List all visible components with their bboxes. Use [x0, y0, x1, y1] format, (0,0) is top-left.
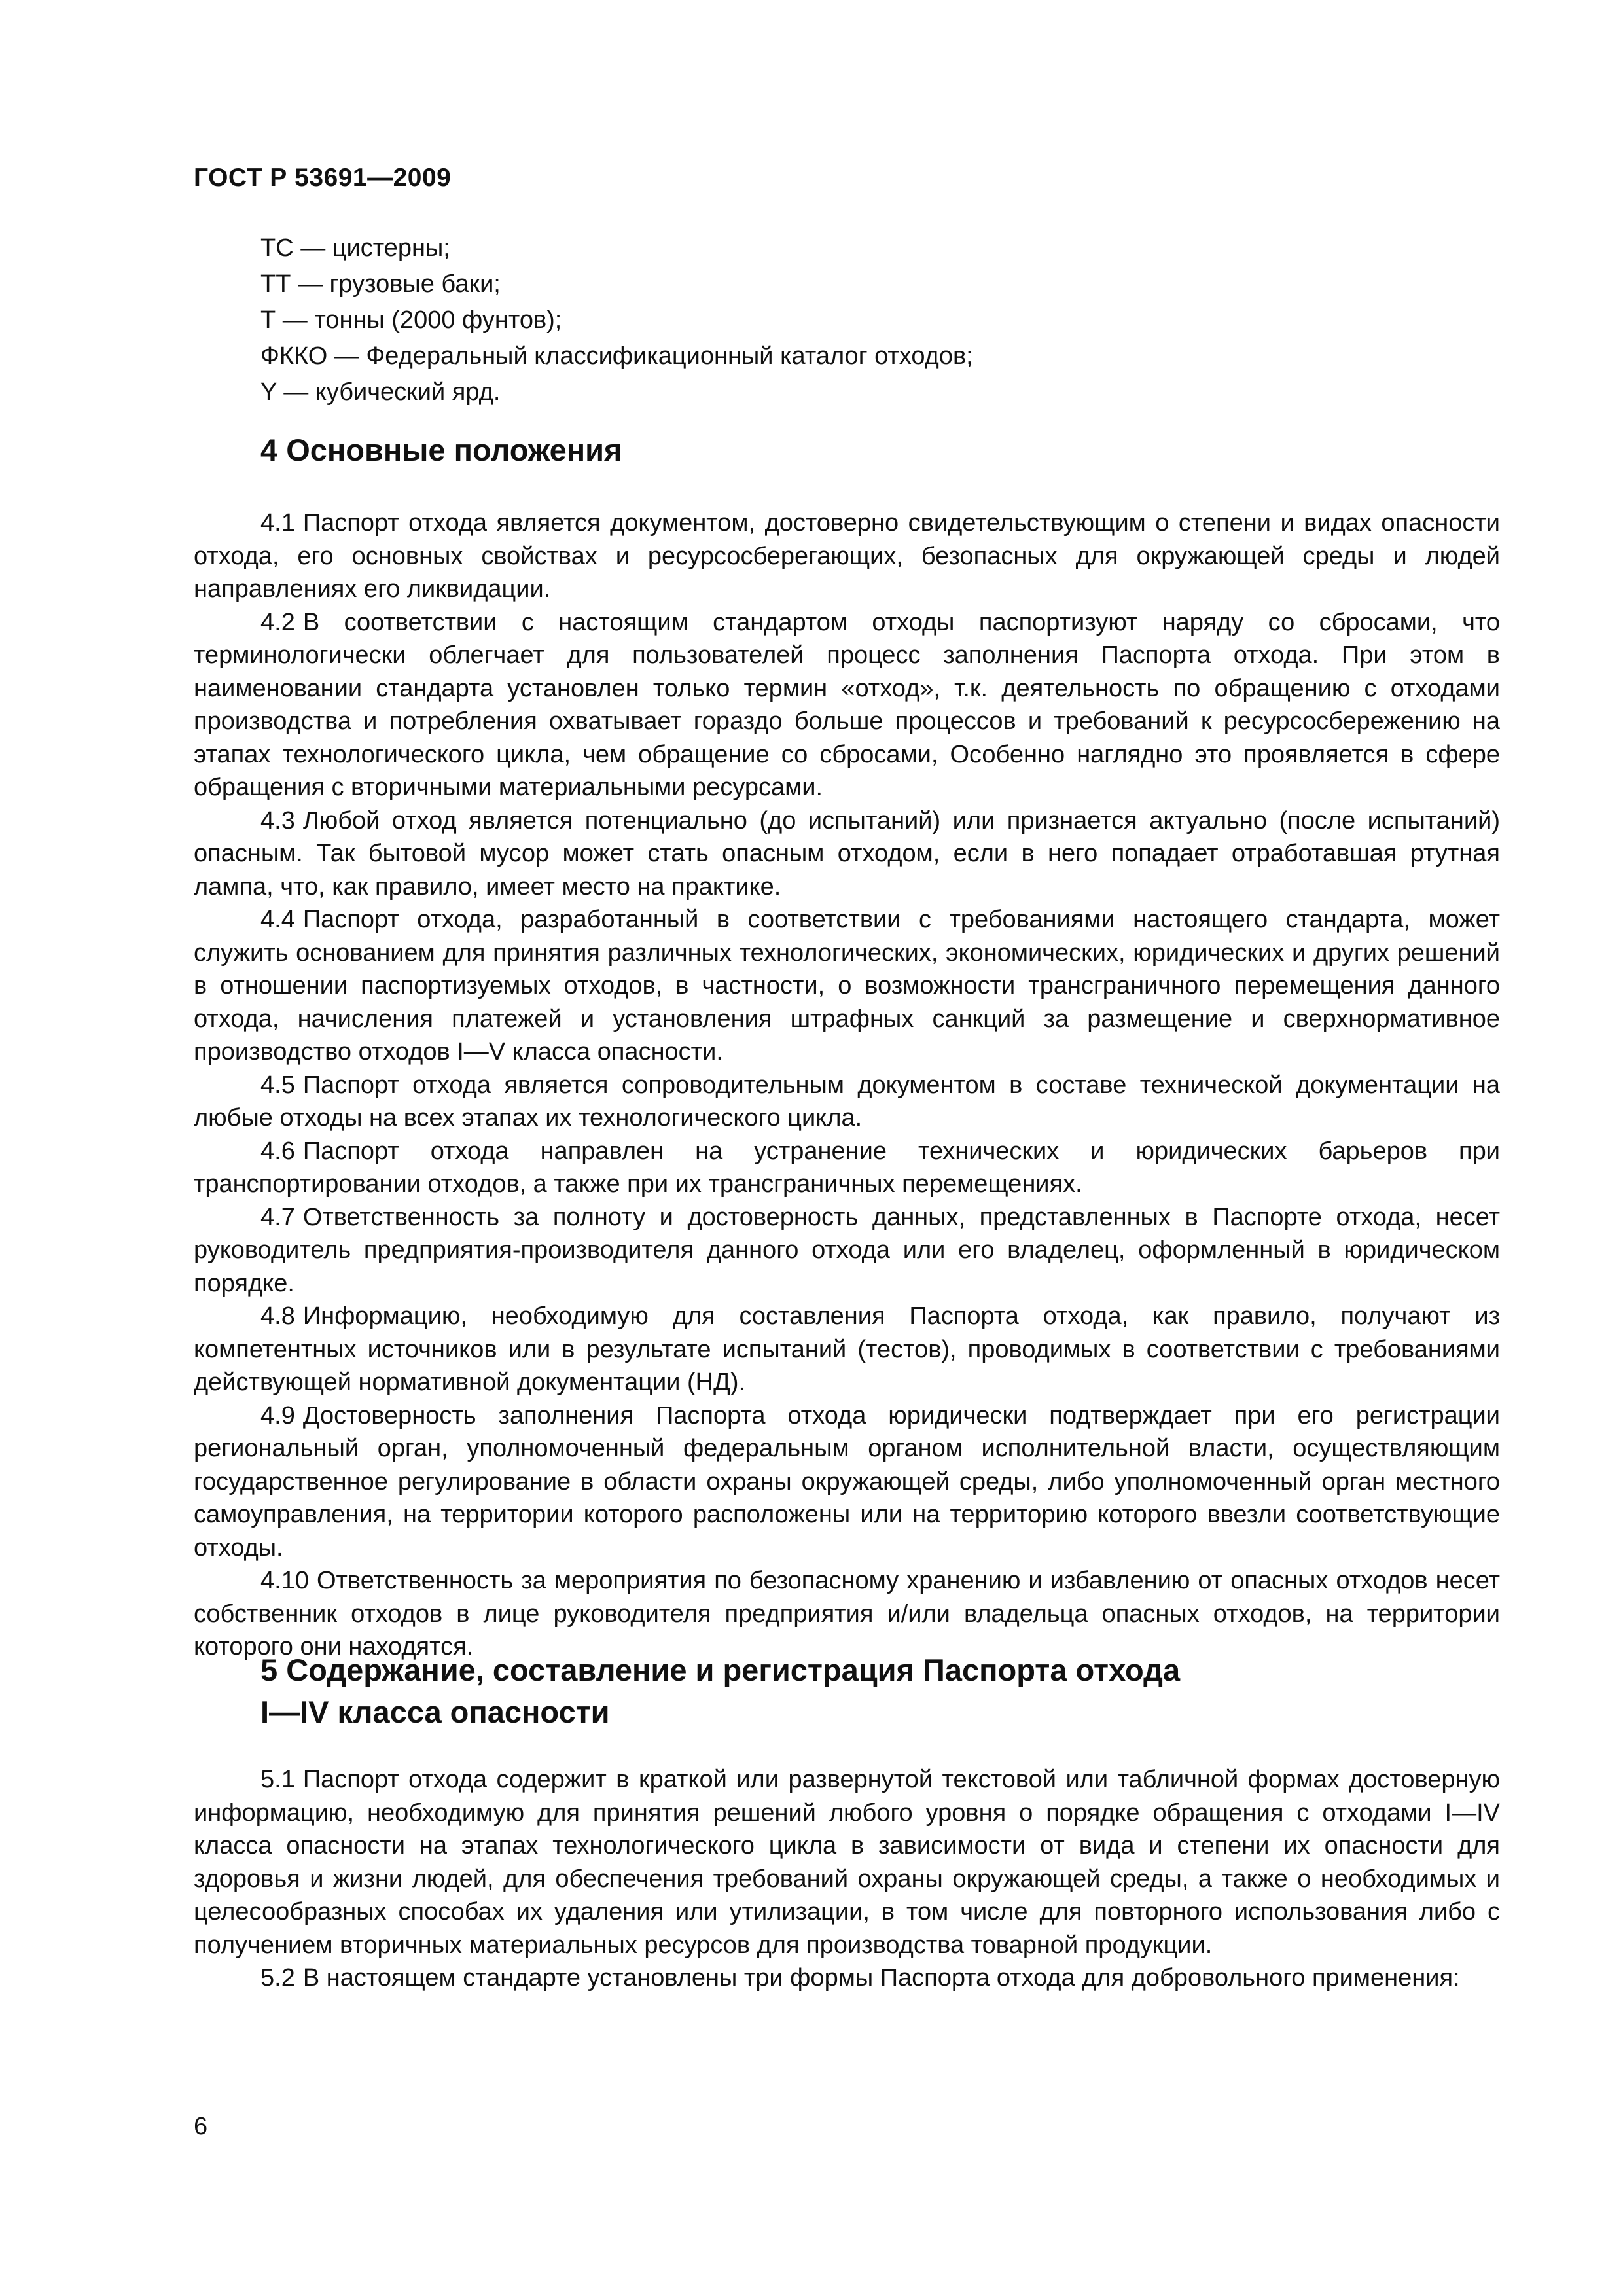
- paragraph-number: 4.2: [260, 608, 295, 636]
- standard-header: ГОСТ Р 53691—2009: [194, 164, 452, 192]
- paragraph-number: 4.3: [260, 806, 295, 834]
- paragraph-text: Паспорт отхода содержит в краткой или развернутой текстовой или табличной формах достоверную информацию, необходимую для принятия решений любого уровня о порядке обращения с отходами I—IV класса опасности на этапах технологического цикла в зависимости от вида и степени их опасности для здоровья и жизни людей, для обеспечения требований охраны окружающей среды, а также о необходимых и целесообразных способах их удаления или утилизации, в том числе для повторного использования либо с получением вторичных материальных ресурсов для производства товарной продукции.: [194, 1766, 1500, 1959]
- paragraph-number: 4.8: [260, 1302, 295, 1330]
- paragraph-number: 4.4: [260, 906, 295, 933]
- section-5-title-line-1: 5 Содержание, составление и регистрация Паспорта отхода: [260, 1653, 1181, 1687]
- paragraph-text: Паспорт отхода, разработанный в соответствии с требованиями настоящего стандарта, может служить основанием для принятия различных технологических, экономических, юридических и других решений в отношении паспортизуемых отходов, в частности, о возможности трансграничного перемещения данного отхода, начисления платежей и установления штрафных санкций за размещение и сверхнормативное производство отходов I—V класса опасности.: [194, 906, 1500, 1066]
- paragraph-text: В соответствии с настоящим стандартом отходы паспортизуют наряду со сбросами, что терминологически облегчает для пользователей процесс заполнения Паспорта отхода. При этом в наименовании стандарта установлен только термин «отход», т.к. деятельность по обращению с отходами производства и потребления охватывает гораздо больше процессов и требований к ресурсосбережению на этапах технологического цикла, чем обращение со сбросами, Особенно наглядно это проявляется в сфере обращения с вторичными материальными ресурсами.: [194, 608, 1500, 801]
- paragraph-number: 4.7: [260, 1203, 295, 1231]
- paragraph-text: Любой отход является потенциально (до испытаний) или признается актуально (после испытаний) опасным. Так бытовой мусор может стать опасным отходом, если в него попадает отработавшая ртутная лампа, что, как правило, имеет место на практике.: [194, 806, 1500, 901]
- paragraph-text: Ответственность за полноту и достоверность данных, представленных в Паспорте отхода, несет руководитель предприятия-производителя данного отхода или его владелец, оформленный в юридическом порядке.: [194, 1203, 1500, 1297]
- section-5-title-line-2: I—IV класса опасности: [260, 1695, 610, 1729]
- section-4-body: [194, 507, 1500, 1664]
- paragraph-5-2: [194, 1962, 1500, 1995]
- paragraph-text: В настоящем стандарте установлены три формы Паспорта отхода для добровольного применения:: [302, 1964, 1460, 1992]
- paragraph-4-6: [194, 1135, 1500, 1201]
- paragraph-number: 4.10: [260, 1567, 309, 1594]
- paragraph-text: Информацию, необходимую для составления Паспорта отхода, как правило, получают из компетентных источников или в результате испытаний (тестов), проводимых в соответствии с требованиями действующей нормативной документации (НД).: [194, 1302, 1500, 1396]
- paragraph-number: 5.1: [260, 1766, 295, 1793]
- paragraph-text: Паспорт отхода является документом, достоверно свидетельствующим о степени и видах опасности отхода, его основных свойствах и ресурсосберегающих, безопасных для окружающей среды и людей направлениях его ликвидации.: [194, 509, 1500, 603]
- paragraph-text: Ответственность за мероприятия по безопасному хранению и избавлению от опасных отходов несет собственник отходов в лице руководителя предприятия и/или владельца опасных отходов, на территории которого они находятся.: [194, 1567, 1500, 1660]
- paragraph-number: 4.1: [260, 509, 295, 537]
- abbreviation-list: [260, 230, 973, 410]
- paragraph-text: Паспорт отхода направлен на устранение технических и юридических барьеров при транспортировании отходов, а также при их трансграничных перемещениях.: [194, 1137, 1500, 1198]
- page-number: 6: [194, 2113, 208, 2140]
- paragraph-5-1: [194, 1763, 1500, 1962]
- paragraph-4-4: [194, 903, 1500, 1069]
- paragraph-4-9: [194, 1399, 1500, 1565]
- abbreviation-item: Т — тонны (2000 фунтов);: [260, 306, 562, 334]
- paragraph-number: 5.2: [260, 1964, 295, 1992]
- abbreviation-item: ТС — цистерны;: [260, 234, 450, 262]
- paragraph-text: Паспорт отхода является сопроводительным документом в составе технической документации на любые отходы на всех этапах их технологического цикла.: [194, 1071, 1500, 1132]
- paragraph-number: 4.6: [260, 1137, 295, 1165]
- paragraph-4-2: [194, 606, 1500, 804]
- paragraph-4-1: [194, 507, 1500, 606]
- abbreviation-item: Y — кубический ярд.: [260, 378, 501, 406]
- paragraph-number: 4.5: [260, 1071, 295, 1099]
- section-4-title: 4 Основные положения: [260, 433, 622, 467]
- section-5-body: [194, 1763, 1500, 1995]
- abbreviation-item: ТТ — грузовые баки;: [260, 270, 501, 298]
- paragraph-4-8: [194, 1300, 1500, 1399]
- abbreviation-item: ФККО — Федеральный классификационный каталог отходов;: [260, 342, 973, 370]
- paragraph-4-7: [194, 1201, 1500, 1300]
- paragraph-4-10: [194, 1564, 1500, 1664]
- paragraph-4-5: [194, 1069, 1500, 1135]
- paragraph-number: 4.9: [260, 1401, 295, 1429]
- section-5-title: [260, 1649, 1180, 1733]
- paragraph-4-3: [194, 804, 1500, 904]
- paragraph-text: Достоверность заполнения Паспорта отхода юридически подтверждает при его регистрации региональный орган, уполномоченный федеральным органом исполнительной власти, осуществляющим государственное регулирование в области охраны окружающей среды, либо уполномоченный орган местного самоуправления, на территории которого расположены или на территорию которого ввезли соответствующие отходы.: [194, 1401, 1500, 1562]
